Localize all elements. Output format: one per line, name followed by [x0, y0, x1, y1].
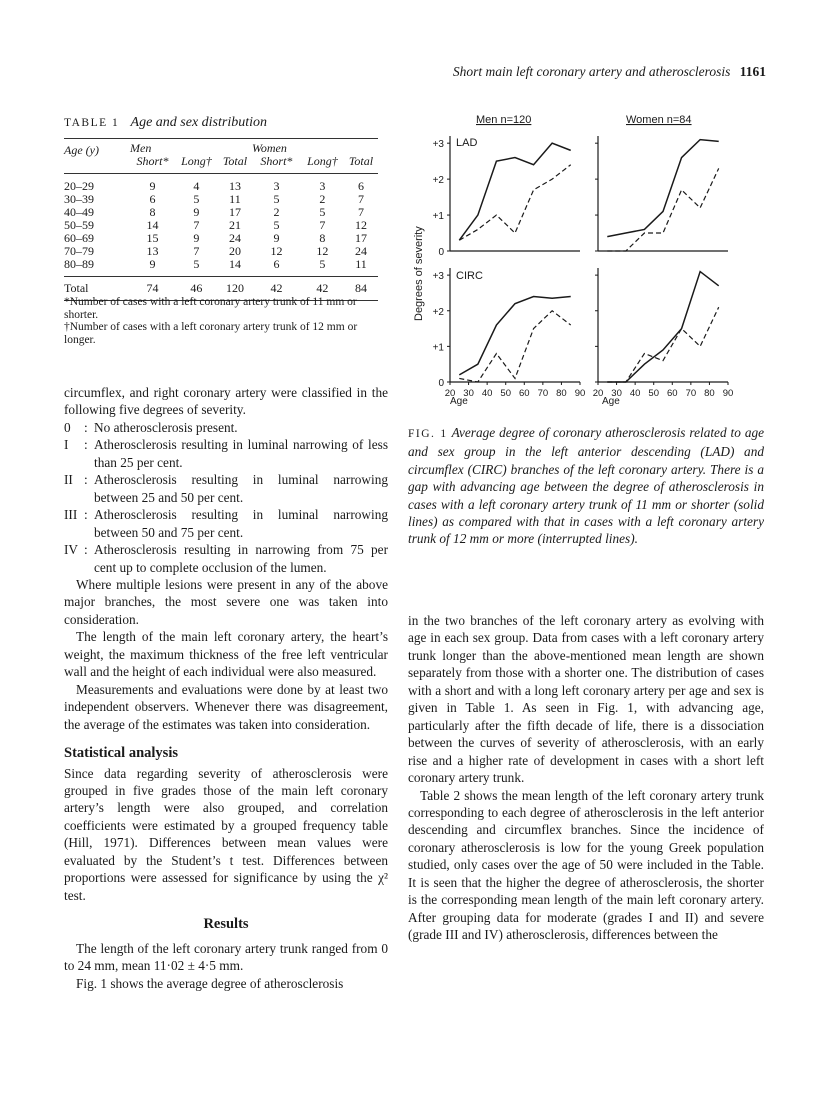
age-cell: 60–69	[64, 231, 94, 245]
section-heading-statistical: Statistical analysis	[64, 745, 178, 762]
count-cell: 12	[270, 244, 283, 258]
y-tick-label: +2	[432, 175, 444, 187]
x-tick-label: 80	[704, 388, 715, 399]
x-tick-label: 70	[537, 388, 549, 399]
col-men-total: Total	[222, 154, 248, 168]
x-tick-label: 50	[500, 388, 512, 399]
y-tick-label: +1	[432, 211, 444, 223]
paragraph: Since data regarding severity of atherosclerosis were grouped in five grades those of the main left coronary artery’s length were also grouped, and correlation coefficients were estimated by a grouped frequency table (Hill, 1971). Differences between mean values were evaluated by the Student’s t test. Differences between proportions were assessed for significance by using the χ² test.	[64, 765, 388, 903]
count-cell: 2	[319, 192, 326, 206]
chart-panel	[433, 136, 580, 258]
count-cell: 20	[228, 244, 241, 258]
age-cell: 80–89	[64, 257, 94, 271]
count-cell: 9	[193, 205, 200, 219]
severity-level: 0 : No atherosclerosis present.	[64, 419, 238, 435]
x-tick-label: 80	[556, 388, 567, 399]
figure-1-chart	[404, 106, 766, 406]
x-tick-label: 70	[685, 388, 697, 399]
age-cell: 70–79	[64, 244, 94, 258]
table-row	[64, 245, 378, 258]
count-cell: 11	[355, 257, 367, 271]
count-cell: 6	[149, 192, 156, 206]
y-tick-label: +3	[432, 139, 444, 151]
x-tick-label: 30	[463, 388, 474, 399]
count-cell: 11	[229, 192, 241, 206]
figure-caption-text: Average degree of coronary atherosclerosis related to age and sex group in the left anterior descending (LAD) and circumflex (CIRC) branches of the left coronary artery. There is a gap with advancing age between the degree of atherosclerosis in cases with a left coronary artery trunk of 11 mm or shorter (solid lines) as compared with that in cases with a left coronary artery trunk of 12 mm or more (interrupted lines).	[408, 425, 765, 547]
count-cell: 5	[193, 192, 200, 206]
paragraph: Fig. 1 shows the average degree of atherosclerosis	[76, 975, 344, 991]
figure-caption	[408, 424, 764, 548]
series-line-long	[459, 311, 570, 382]
paragraph: Where multiple lesions were present in any of the above major branches, the most severe one was taken into consideration.	[64, 576, 388, 627]
count-cell: 14	[146, 218, 159, 232]
x-axis-label-men: Age	[450, 396, 468, 406]
table-label: TABLE 1	[64, 117, 120, 129]
table-top-rule	[64, 138, 378, 139]
table-row	[64, 219, 378, 232]
count-cell: 21	[228, 218, 241, 232]
series-line-long	[459, 165, 570, 240]
y-tick-label: 0	[438, 378, 444, 389]
count-cell: 9	[149, 179, 156, 193]
chart-panel	[595, 136, 728, 251]
y-tick-label: 0	[438, 247, 444, 258]
count-cell: 9	[193, 231, 200, 245]
figure-label: FIG. 1	[408, 428, 448, 440]
y-tick-label: +1	[432, 342, 444, 354]
count-cell: 2	[273, 205, 280, 219]
paragraph: The length of the left coronary artery trunk ranged from 0 to 24 mm, mean 11·02 ± 4·5 mm.	[64, 940, 388, 974]
count-cell: 17	[354, 231, 367, 245]
paragraph: Measurements and evaluations were done by at least two independent observers. Whenever there was disagreement, the average of the estimates was taken into consideration.	[64, 681, 388, 732]
col-women-short: Short*	[260, 154, 293, 168]
x-axis-label-women: Age	[602, 396, 620, 406]
series-line-short	[459, 143, 570, 240]
y-axis-label: Degrees of severity	[413, 226, 425, 321]
age-sex-table	[64, 142, 378, 301]
table-title: Age and sex distribution	[130, 115, 268, 130]
count-cell: 9	[273, 231, 280, 245]
series-line-short	[607, 272, 718, 382]
count-cell: 24	[354, 244, 367, 258]
count-cell: 7	[357, 205, 364, 219]
paragraph: circumflex, and right coronary artery were classified in the following five degrees of severity.	[64, 385, 388, 418]
chart-panel	[593, 268, 734, 399]
x-tick-label: 30	[611, 388, 622, 399]
count-cell: 5	[319, 257, 326, 271]
count-cell: 15	[146, 231, 159, 245]
series-line-short	[607, 140, 718, 237]
x-tick-label: 50	[648, 388, 660, 399]
count-cell: 7	[193, 244, 200, 258]
table-row	[64, 206, 378, 219]
table-row	[64, 193, 378, 206]
x-tick-label: 60	[666, 388, 678, 399]
x-tick-label: 90	[574, 388, 586, 399]
group-men: Men	[130, 141, 152, 155]
col-women-long: Long†	[307, 154, 338, 168]
left-text-column	[64, 384, 388, 992]
col-women-total: Total	[348, 154, 374, 168]
x-tick-label: 90	[722, 388, 734, 399]
y-tick-label: +3	[432, 271, 444, 283]
age-cell: 30–39	[64, 192, 94, 206]
count-cell: 7	[193, 218, 200, 232]
col-men-short: Short*	[136, 154, 169, 168]
table-row	[64, 180, 378, 193]
label-women: Women n=84	[626, 114, 692, 126]
count-cell: 13	[146, 244, 159, 258]
count-cell: 7	[319, 218, 326, 232]
count-cell: 5	[273, 192, 280, 206]
table-total-row: Total 74 46 120 42 42 84	[64, 281, 367, 295]
x-tick-label: 20	[444, 388, 456, 399]
table-footnotes	[64, 296, 382, 346]
paragraph: Table 2 shows the mean length of the left coronary artery trunk corresponding to each degree of atherosclerosis in the left anterior descending and circumflex branches. Since the incidence of coronary atherosclerosis is low for the young Greek population studied, only cases over the age of 50 were included in the Table. It is seen that the higher the degree of atherosclerosis, the shorter is the corresponding mean length of the main left coronary artery. After grouping data for moderate (grades I and II) and severe (grade III and IV) atherosclerosis, differences between the	[408, 787, 764, 943]
count-cell: 7	[357, 192, 364, 206]
running-header	[453, 64, 766, 80]
series-line-long	[607, 307, 718, 382]
count-cell: 24	[228, 231, 241, 245]
count-cell: 6	[273, 257, 280, 271]
age-cell: 50–59	[64, 218, 94, 232]
count-cell: 6	[357, 179, 364, 193]
series-line-short	[459, 297, 570, 375]
count-cell: 14	[228, 257, 241, 271]
count-cell: 5	[273, 218, 280, 232]
count-cell: 9	[149, 257, 156, 271]
count-cell: 13	[228, 179, 241, 193]
group-women: Women	[251, 141, 287, 155]
page-number: 1161	[739, 64, 766, 79]
age-cell: 40–49	[64, 205, 94, 219]
paragraph: in the two branches of the left coronary artery as evolving with age in each sex group. Data from cases with a left coronary artery trunk longer than the above-mentioned mean length are shown separately from those with a shorter one. The distribution of cases with a short and with a long left coronary artery per age and sex is given in Table 1. As seen in Fig. 1, with advancing age, particularly after the fifth decade of life, there is a dissociation between the curves of severity of atherosclerosis, with an early rise and a higher rate of development in cases with a short left coronary artery trunk.	[408, 613, 764, 786]
table-row	[64, 232, 378, 245]
count-cell: 5	[319, 205, 326, 219]
table-caption	[64, 114, 267, 131]
section-heading-results: Results	[203, 916, 249, 933]
running-title: Short main left coronary artery and atherosclerosis	[452, 64, 731, 79]
col-men-long: Long†	[181, 154, 212, 168]
x-tick-label: 40	[629, 388, 641, 399]
label-men: Men n=120	[476, 114, 532, 126]
count-cell: 4	[193, 179, 200, 193]
severity-level: IV : Atherosclerosis resulting in narrowing from 75 per cent up to complete occlusion of the lumen.	[64, 542, 388, 575]
footnote-short: *Number of cases with a left coronary artery trunk of 11 mm or shorter.	[64, 296, 357, 321]
col-age: Age (y)	[64, 143, 99, 157]
count-cell: 8	[149, 205, 156, 219]
count-cell: 5	[193, 257, 200, 271]
count-cell: 3	[319, 179, 326, 193]
count-cell: 8	[319, 231, 326, 245]
chart-panel	[433, 268, 586, 399]
count-cell: 12	[354, 218, 367, 232]
x-tick-label: 40	[481, 388, 493, 399]
paragraph: The length of the main left coronary artery, the heart’s weight, the maximum thickness of the free left ventricular wall and the height of each individual were also measured.	[64, 629, 388, 680]
y-tick-label: +2	[432, 306, 444, 318]
right-text-column	[408, 612, 764, 944]
severity-level: III : Atherosclerosis resulting in luminal narrowing between 50 and 75 per cent.	[64, 507, 388, 540]
x-tick-label: 60	[518, 388, 530, 399]
panel-label-lad: LAD	[456, 137, 478, 149]
table-row	[64, 258, 378, 271]
x-tick-label: 20	[592, 388, 604, 399]
severity-level: I : Atherosclerosis resulting in luminal narrowing of less than 25 per cent.	[64, 437, 388, 470]
count-cell: 3	[273, 179, 280, 193]
severity-level: II : Atherosclerosis resulting in luminal narrowing between 25 and 50 per cent.	[64, 472, 388, 505]
panel-label-circ: CIRC	[456, 270, 483, 282]
age-cell: 20–29	[64, 179, 94, 193]
count-cell: 12	[316, 244, 329, 258]
severity-levels	[64, 419, 388, 576]
count-cell: 17	[228, 205, 241, 219]
footnote-long: †Number of cases with a left coronary artery trunk of 12 mm or longer.	[64, 321, 358, 346]
